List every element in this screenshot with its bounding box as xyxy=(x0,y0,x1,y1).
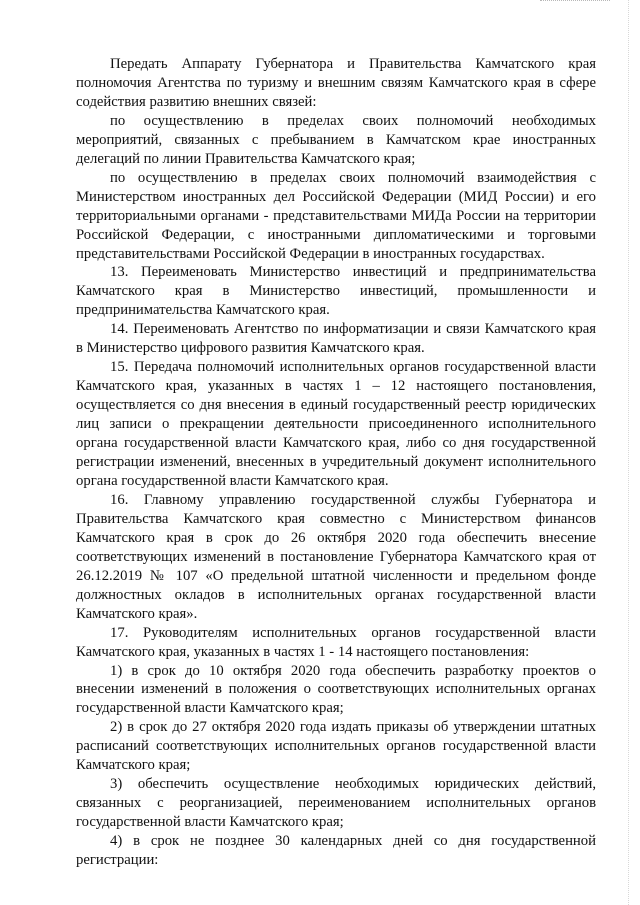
paragraph-transfer-powers: Передать Аппарату Губернатора и Правительства Камчатского края полномочия Агентства по туризму и внешним связям Камчатского края в сфере содействия развитию внешних связей: xyxy=(76,56,596,110)
paragraph-item-14: 14. Переименовать Агентство по информатизации и связи Камчатского края в Министерство цифрового развития Камчатского края. xyxy=(76,321,596,357)
paragraph-item-17: 17. Руководителям исполнительных органов государственной власти Камчатского края, указанных в частях 1 - 14 настоящего постановления: xyxy=(76,624,596,660)
paragraph-subitem-4: 4) в срок не позднее 30 календарных дней со дня государственной регистрации: xyxy=(76,833,596,869)
document-body xyxy=(76,55,596,870)
paragraph-item-16: 16. Главному управлению государственной службы Губернатора и Правительства Камчатского края совместно с Министерством финансов Камчатского края в срок до 26 октября 2020 года обеспечить внесение соответствующих изменений в постановление Губернатора Камчатского края от 26.12.2019 № 107 «О предельной штатной численности и предельном фонде должностных окладов в исполнительных органах государственной власти Камчатского края». xyxy=(76,491,596,622)
paragraph-mfa-interaction: по осуществлению в пределах своих полномочий взаимодействия с Министерством иностранных дел Российской Федерации (МИД России) и его территориальными органами - представительствами МИДа России на территории Российской Федерации, с иностранными дипломатическими и торговыми представительствами Российской Федерации в иностранных государствах. xyxy=(76,169,596,262)
paragraph-subitem-2: 2) в срок до 27 октября 2020 года издать приказы об утверждении штатных расписаний соответствующих исполнительных органов государственной власти Камчатского края; xyxy=(76,719,596,774)
scan-edge xyxy=(628,0,630,905)
paragraph-subitem-3: 3) обеспечить осуществление необходимых юридических действий, связанных с реорганизацией, переименованием исполнительных органов государственной власти Камчатского края; xyxy=(76,776,596,831)
scan-mark xyxy=(540,0,610,3)
paragraph-subitem-1: 1) в срок до 10 октября 2020 года обеспечить разработку проектов о внесении изменений в положения о соответствующих исполнительных органах государственной власти Камчатского края; xyxy=(76,662,596,717)
paragraph-delegations: по осуществлению в пределах своих полномочий необходимых мероприятий, связанных с пребыванием в Камчатском крае иностранных делегаций по линии Правительства Камчатского края; xyxy=(76,112,596,167)
paragraph-item-13: 13. Переименовать Министерство инвестиций и предпринимательства Камчатского края в Министерство инвестиций, промышленности и предпринимательства Камчатского края. xyxy=(76,264,596,319)
paragraph-item-15: 15. Передача полномочий исполнительных органов государственной власти Камчатского края, указанных в частях 1 – 12 настоящего постановления, осуществляется со дня внесения в единый государственный реестр юридических лиц записи о прекращении деятельности присоединенного исполнительного органа государственной власти Камчатского края, либо со дня государственной регистрации изменений, внесенных в учредительный документ исполнительного органа государственной власти Камчатского края. xyxy=(76,359,596,489)
